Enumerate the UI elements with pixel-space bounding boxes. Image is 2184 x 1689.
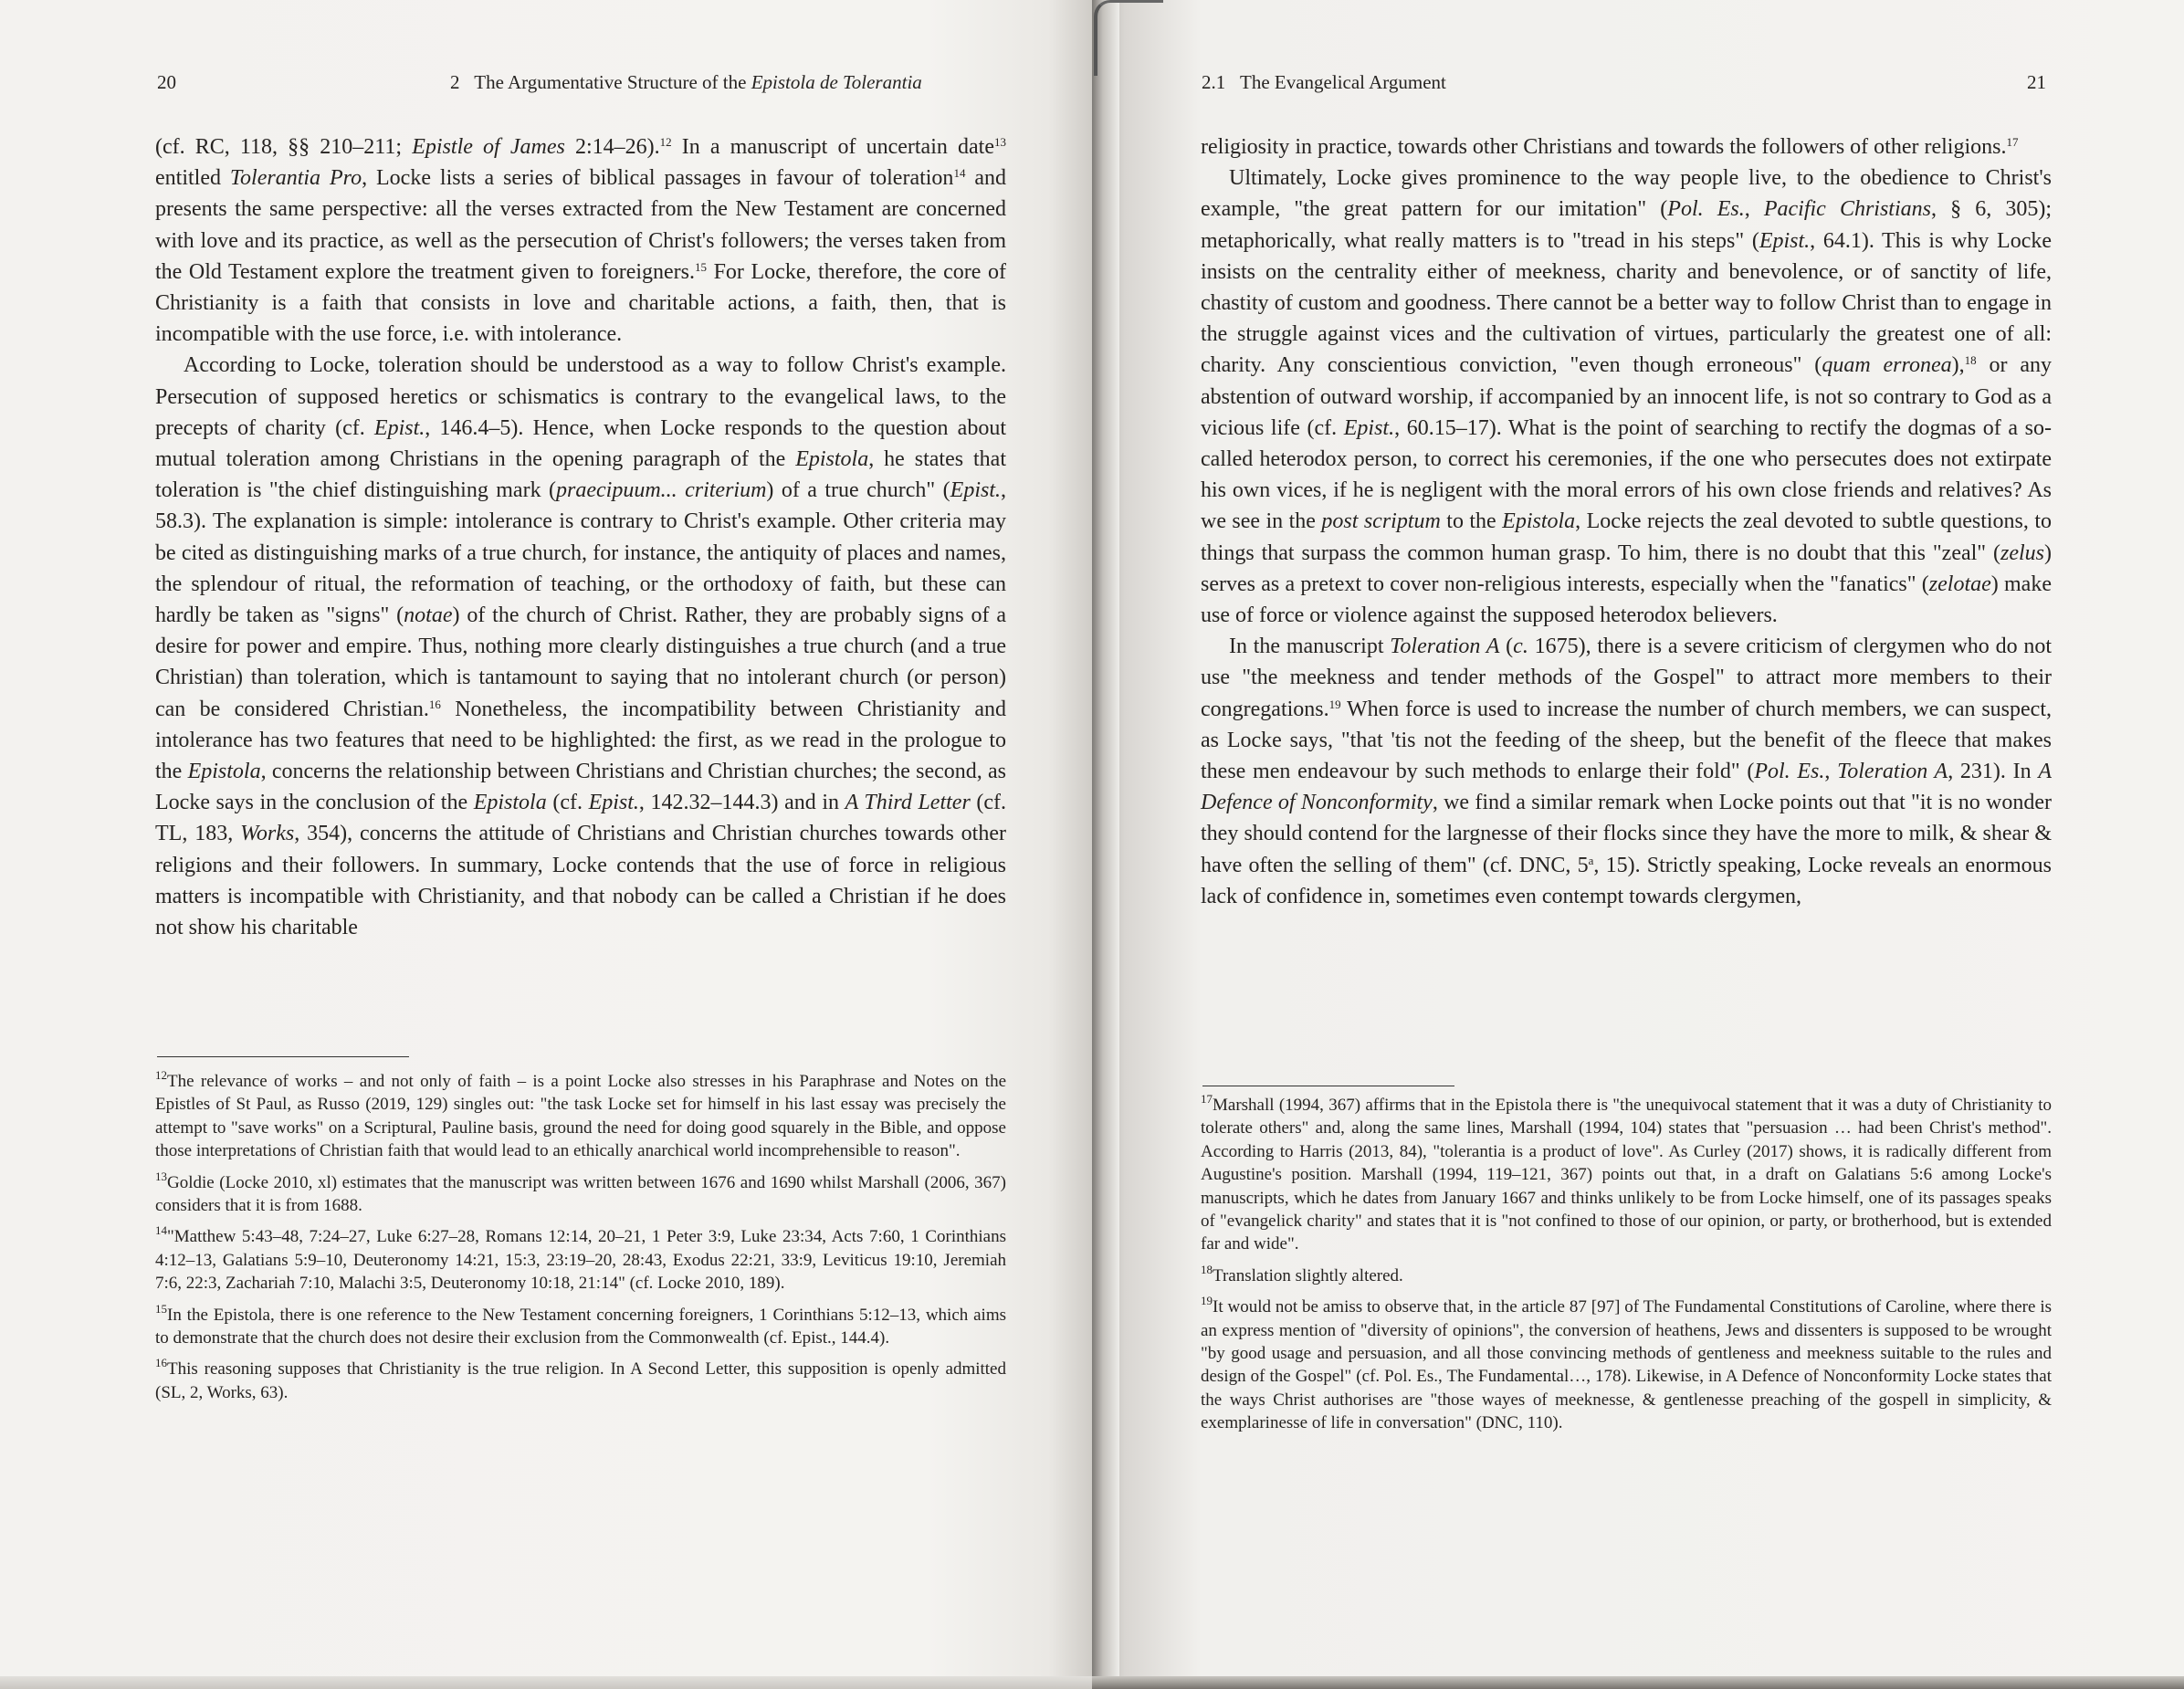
right-footnotes — [1201, 1094, 2052, 1443]
footnote-14: $^{14}$"Matthew 5:43–48, 7:24–27, Luke 6:27–28, Romans 12:14, 20–21, 1 Peter 3:9, Luke 23:34, Acts 7:60, 1 Corinthians 4:12–13, Galatians 5:9–10, Deuteronomy 14:21, 15:3, 23:19–20, 28:43, Exodus 22:21, 33:9, Leviticus 19:10, Jeremiah 7:6, 22:3, Zachariah 7:10, Malachi 3:5, Deuteronomy 10:18, 21:14" (cf. Locke 2010, 189). — [155, 1223, 1006, 1294]
footnote-15: $^{15}$In the Epistola, there is one reference to the New Testament concerning foreigners, 1 Corinthians 5:12–13, which aims to demonstrate that the church does not desire their exclusion from the Commonwealth (cf. Epist., 144.4). — [155, 1301, 1006, 1348]
footnote-16: $^{16}$This reasoning supposes that Christianity is the true religion. In A Second Letter, this supposition is openly admitted (SL, 2, Works, 63). — [155, 1356, 1006, 1402]
footnote-17: $^{17}$Marshall (1994, 367) affirms that in the Epistola there is "the unequivocal statement that it was a duty of Christianity to tolerate others" and, along the same lines, Marshall (1994, 104) states that "persuasion … had been Christ's method". According to Harris (2013, 84), "tolerantia is a product of love". As Curley (2017) shows, it is radically different from Augustine's position. Marshall (1994, 119–121, 367) points out that, in a draft on Galatians 5:6 among Locke's manuscripts, which he dates from January 1667 and thinks unlikely to be from Locke himself, one of its passages speaks of "evangelick charity" and states that it is "not confined to those of our opinion, or party, or brotherhood, but is extended far and wide". — [1201, 1092, 2052, 1254]
right-page-number: 21 — [2027, 71, 2046, 93]
footnote-18: $^{18}$Translation slightly altered. — [1201, 1262, 1403, 1285]
footnote-13: $^{13}$Goldie (Locke 2010, xl) estimates that the manuscript was written between 1676 and 1690 whilst Marshall (2006, 367) considers that it is from 1688. — [155, 1169, 1006, 1216]
book-spine-shadow — [1092, 0, 1119, 1689]
page-bottom-edge-right — [1092, 1676, 2184, 1689]
page-bottom-edge-left — [0, 1676, 1092, 1689]
footnote-19: $^{19}$It would not be amiss to observe that, in the article 87 [97] of The Fundamental Constitutions of Caroline, where there is an express mention of "diversity of opinions", the conversion of heathens, Jews and dissenters is supposed to be wrought "by good usage and persuasion, and all those convincing methods of gentleness and meekness suitable to the rules and design of the Gospel" (cf. Pol. Es., The Fundamental…, 178). Likewise, in A Defence of Nonconformity Locke states that the ways Christ authorises are "those wayes of meeknesse, & gentlenesse preaching of the gospell in simplicity, & exemplarinesse of life in conversation" (DNC, 110). — [1201, 1294, 2052, 1433]
left-footnotes — [155, 1070, 1006, 1412]
left-body-text: (cf. RC, 118, §§ 210–211; Epistle of James 2:14–26).$^{12}$ In a manuscript of uncertain date$^{13}$ entitled Tolerantia Pro, Locke lists a series of biblical passages in favour of toleration$^{14}$ and presents the same perspective: all the verses extracted from the New Testament are concerned with love and its practice, as well as the persecution of Christ's followers; the verses taken from the Old Testament explore the treatment given to foreigners.$^{15}$ For Locke, therefore, the core of Christianity is a faith that consists in love and charitable actions, a faith, then, that is incompatible with the use force, i.e. with intolerance. According to Locke, toleration should be understood as a way to follow Christ's example. Persecution of supposed heretics or schismatics is contrary to the evangelical laws, to the precepts of charity (cf. Epist., 146.4–5). Hence, when Locke responds to the question about mutual toleration among Christians in the opening paragraph of the Epistola, he states that toleration is "the chief distinguishing mark (praecipuum... criterium) of a true church" (Epist., 58.3). The explanation is simple: intolerance is contrary to Christ's example. Other criteria may be cited as distinguishing marks of a true church, for instance, the antiquity of places and names, the splendour of ritual, the reformation of teaching, or the orthodoxy of faith, but these can hardly be taken as "signs" (notae) of the church of Christ. Rather, they are probably signs of a desire for power and empire. Thus, nothing more clearly distinguishes a true church (and a true Christian) than toleration, which is tantamount to saying that no intolerant church (or person) can be considered Christian.$^{16}$ Nonetheless, the incompatibility between Christianity and intolerance has two features that need to be highlighted: the first, as we read in the prologue to the Epistola, concerns the relationship between Christians and Christian churches; the second, as Locke says in the conclusion of the Epistola (cf. Epist., 142.32–144.3) and in A Third Letter (cf. TL, 183, Works, 354), concerns the attitude of Christians and Christian churches towards other religions and their followers. In summary, Locke contends that the use of force in religious matters is incompatible with Christianity, and that nobody can be called a Christian if he does not show his charitable — [155, 135, 1007, 940]
left-running-head: 2 The Argumentative Structure of the Epistola de Tolerantia — [450, 71, 922, 93]
right-running-head: 2.1 The Evangelical Argument — [1202, 71, 1446, 93]
footnote-12: $^{12}$The relevance of works – and not only of faith – is a point Locke also stresses in his Paraphrase and Notes on the Epistles of St Paul, as Russo (2019, 129) singles out: "the task Locke set for himself in his last essay was precisely the attempt to "save works" on a Scriptural, Pauline basis, ground the need for doing good squarely in the Bible, and oppose those interpretations of Christian faith that would lead to an ethically anarchical world incomprehensible to reason". — [155, 1068, 1006, 1161]
book-gutter-curve — [1094, 0, 1163, 76]
left-page-number: 20 — [157, 71, 176, 93]
left-footnote-rule — [157, 1056, 409, 1057]
right-body-text: religiosity in practice, towards other Christians and towards the followers of other religions.$^{17}$ Ultimately, Locke gives prominence to the way people live, to the obedience to Christ's example, "the great pattern for our imitation" (Pol. Es., Pacific Christians, § 6, 305); metaphorically, what really matters is to "tread in his steps" (Epist., 64.1). This is why Locke insists on the centrality either of meekness, charity and benevolence, or of sanctity of life, chastity of custom and goodness. There cannot be a better way to follow Christ than to engage in the struggle against vices and the cultivation of virtues, particularly the greatest one of all: charity. Any conscientious conviction, "even though erroneous" (quam erronea),$^{18}$ or any abstention of outward worship, if accompanied by an innocent life, is not so contrary to God as a vicious life (cf. Epist., 60.15–17). What is the point of searching to rectify the dogmas of a so-called heterodox person, to correct his ceremonies, if the one who persecutes does not extirpate his own vices, if he is negligent with the moral errors of his own close friends and relatives? As we see in the post scriptum to the Epistola, Locke rejects the zeal devoted to subtle questions, to things that surpass the common human grasp. To him, there is no doubt that this "zeal" (zelus) serves as a pretext to cover non-religious interests, especially when the "fanatics" (zelotae) make use of force or violence against the supposed heterodox believers. In the manuscript Toleration A (c. 1675), there is a severe criticism of clergymen who do not use "the meekness and tender methods of the Gospel" to attract more members to their congregations.$^{19}$ When force is used to increase the number of church members, we can suspect, as Locke says, "that 'tis not the feeding of the sheep, but the benefit of the fleece that makes these men endeavour by such methods to enlarge their fold" (Pol. Es., Toleration A, 231). In A Defence of Nonconformity, we find a similar remark when Locke points out that "it is no wonder they should contend for the largnesse of their flocks since they have the more to milk, & shear & have often the selling of them" (cf. DNC, 5$^a$, 15). Strictly speaking, Locke reveals an enormous lack of confidence in, sometimes even contempt towards clergymen, — [1201, 135, 2053, 908]
